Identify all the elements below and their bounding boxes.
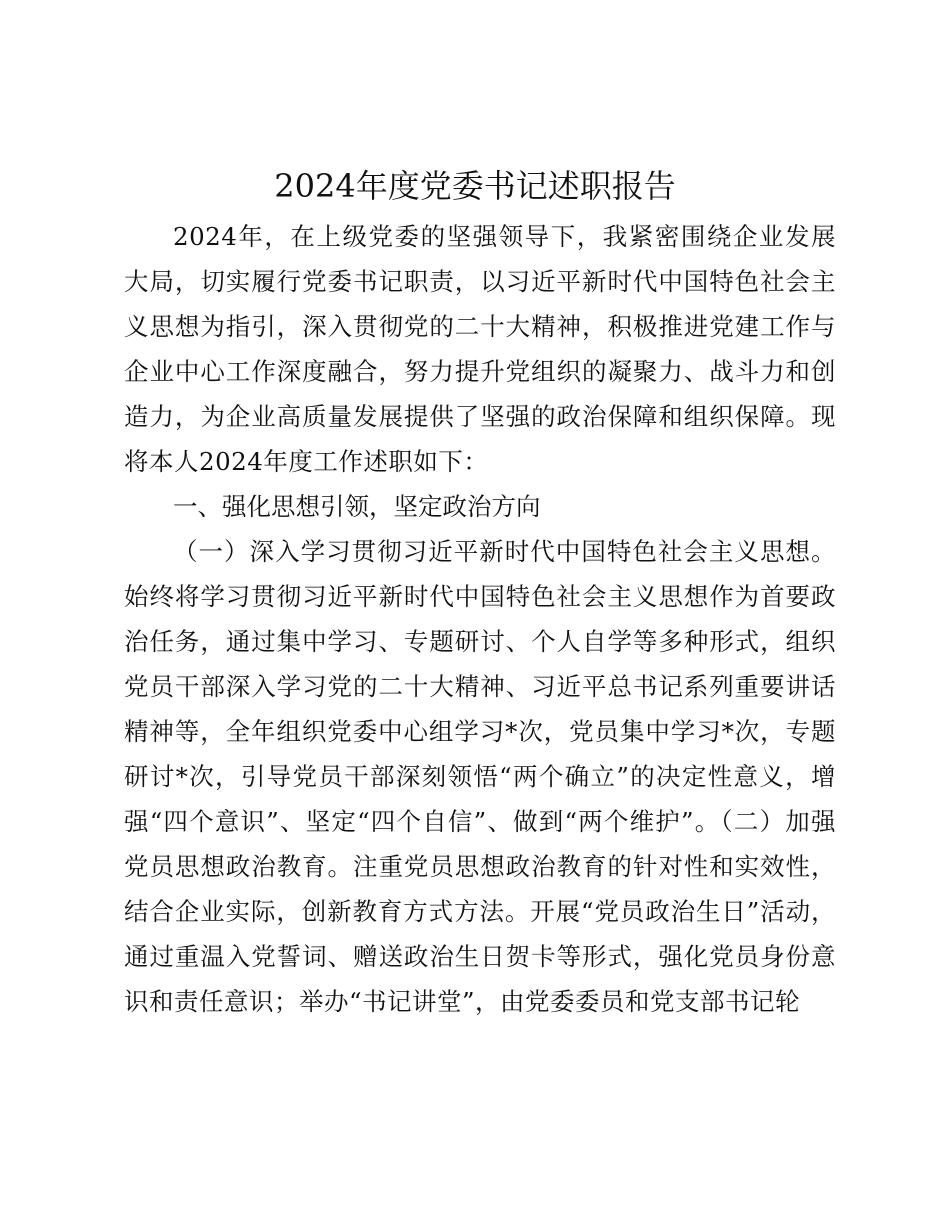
document-body (124, 214, 836, 1024)
document-title: 2024年度党委书记述职报告 (274, 167, 676, 205)
section-1-paragraph: （一）深入学习贯彻习近平新时代中国特色社会主义思想。始终将学习贯彻习近平新时代中国特色社会主义思想作为首要政治任务，通过集中学习、专题研讨、个人自学等多种形式，组织党员干部深入学习党的二十大精神、习近平总书记系列重要讲话精神等，全年组织党委中心组学习*次，党员集中学习*次，专题研讨*次，引导党员干部深刻领悟“两个确立”的决定性意义，增强“四个意识”、坚定“四个自信”、做到“两个维护”。（二）加强党员思想政治教育。注重党员思想政治教育的针对性和实效性，结合企业实际，创新教育方式方法。开展“党员政治生日”活动，通过重温入党誓词、赠送政治生日贺卡等形式，强化党员身份意识和责任意识；举办“书记讲堂”，由党委委员和党支部书记轮 (124, 537, 836, 1016)
intro-paragraph: 2024年，在上级党委的坚强领导下，我紧密围绕企业发展大局，切实履行党委书记职责，以习近平新时代中国特色社会主义思想为指引，深入贯彻党的二十大精神，积极推进党建工作与企业中心工作深度融合，努力提升党组织的凝聚力、战斗力和创造力，为企业高质量发展提供了坚强的政治保障和组织保障。现将本人2024年度工作述职如下： (124, 222, 836, 476)
section-heading-1: 一、强化思想引领，坚定政治方向 (173, 492, 541, 521)
